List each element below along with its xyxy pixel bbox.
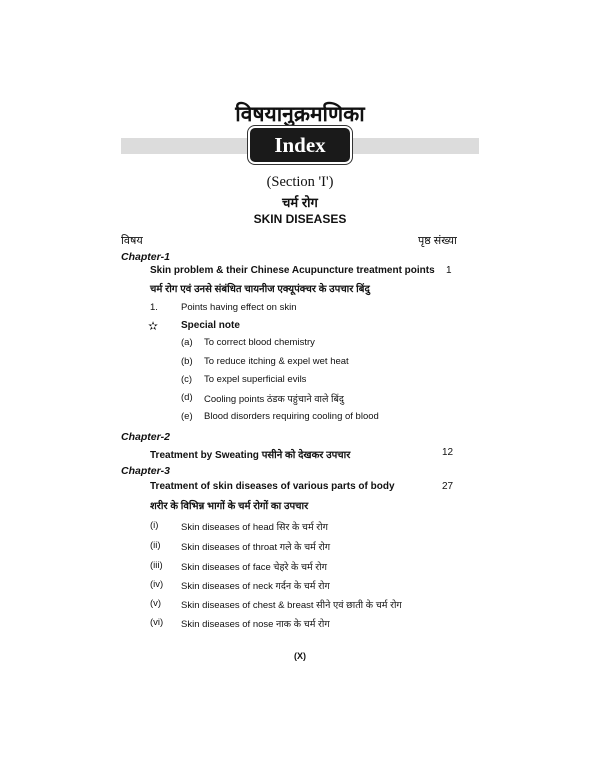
list-item-text: Skin diseases of throat गले के चर्म रोग	[181, 542, 331, 553]
chapter-1-label: Chapter-1	[121, 251, 171, 263]
index-title-hindi: विषयानुक्रमणिका	[235, 103, 365, 126]
subitem-mark: (a)	[181, 337, 193, 348]
chapter-2-page: 12	[442, 447, 454, 458]
list-item-mark: (ii)	[150, 540, 161, 551]
index-heading: Index	[250, 128, 350, 162]
chapter-1-title-hindi: चर्म रोग एवं उनसे संबंधित चायनीज एक्यूपंक्चर के उपचार बिंदु	[150, 284, 370, 295]
column-header-page: पृष्ठ संख्या	[418, 235, 457, 247]
chapter-3-title: Treatment of skin diseases of various parts of body	[150, 481, 395, 492]
subitem-text: To expel superficial evils	[204, 374, 307, 385]
list-item-mark: (iv)	[150, 579, 164, 590]
section-label: (Section 'I')	[266, 174, 334, 190]
chapter-1-item-number: 1.	[150, 302, 158, 313]
chapter-1-title: Skin problem & their Chinese Acupuncture treatment points	[150, 265, 435, 276]
chapter-3-label: Chapter-3	[121, 465, 171, 477]
section-title-hindi: चर्म रोग	[282, 195, 318, 210]
subitem-text: To correct blood chemistry	[204, 337, 315, 348]
special-note-label: Special note	[181, 320, 240, 331]
chapter-2-label: Chapter-2	[121, 431, 171, 443]
section-title-english: SKIN DISEASES	[253, 212, 347, 226]
list-item-text: Skin diseases of neck गर्दन के चर्म रोग	[181, 581, 330, 592]
subitem-mark: (c)	[181, 374, 193, 385]
chapter-1-item-text: Points having effect on skin	[181, 302, 297, 313]
subitem-text: To reduce itching & expel wet heat	[204, 356, 349, 367]
star-icon: ✫	[148, 319, 159, 333]
subitem-text: Cooling points ठंडक पहुंचाने वाले बिंदु	[204, 394, 344, 405]
chapter-3-title-hindi: शरीर के विभिन्न भागों के चर्म रोगों का उपचार	[150, 501, 309, 512]
chapter-2-title: Treatment by Sweating पसीने को देखकर उपचार	[150, 450, 351, 461]
chapter-1-page: 1	[446, 265, 452, 276]
page-number: (X)	[294, 651, 306, 661]
list-item-text: Skin diseases of chest & breast सीने एवं छाती के चर्म रोग	[181, 600, 402, 611]
subitem-text: Blood disorders requiring cooling of blood	[204, 411, 379, 422]
chapter-3-page: 27	[442, 481, 454, 492]
subitem-mark: (e)	[181, 411, 193, 422]
list-item-text: Skin diseases of nose नाक के चर्म रोग	[181, 619, 330, 630]
list-item-mark: (iii)	[150, 560, 163, 571]
list-item-mark: (i)	[150, 520, 159, 531]
list-item-text: Skin diseases of head सिर के चर्म रोग	[181, 522, 328, 533]
list-item-text: Skin diseases of face चेहरे के चर्म रोग	[181, 562, 327, 573]
column-header-subject: विषय	[121, 235, 143, 247]
list-item-mark: (v)	[150, 598, 162, 609]
subitem-mark: (d)	[181, 392, 193, 403]
subitem-mark: (b)	[181, 356, 193, 367]
list-item-mark: (vi)	[150, 617, 164, 628]
